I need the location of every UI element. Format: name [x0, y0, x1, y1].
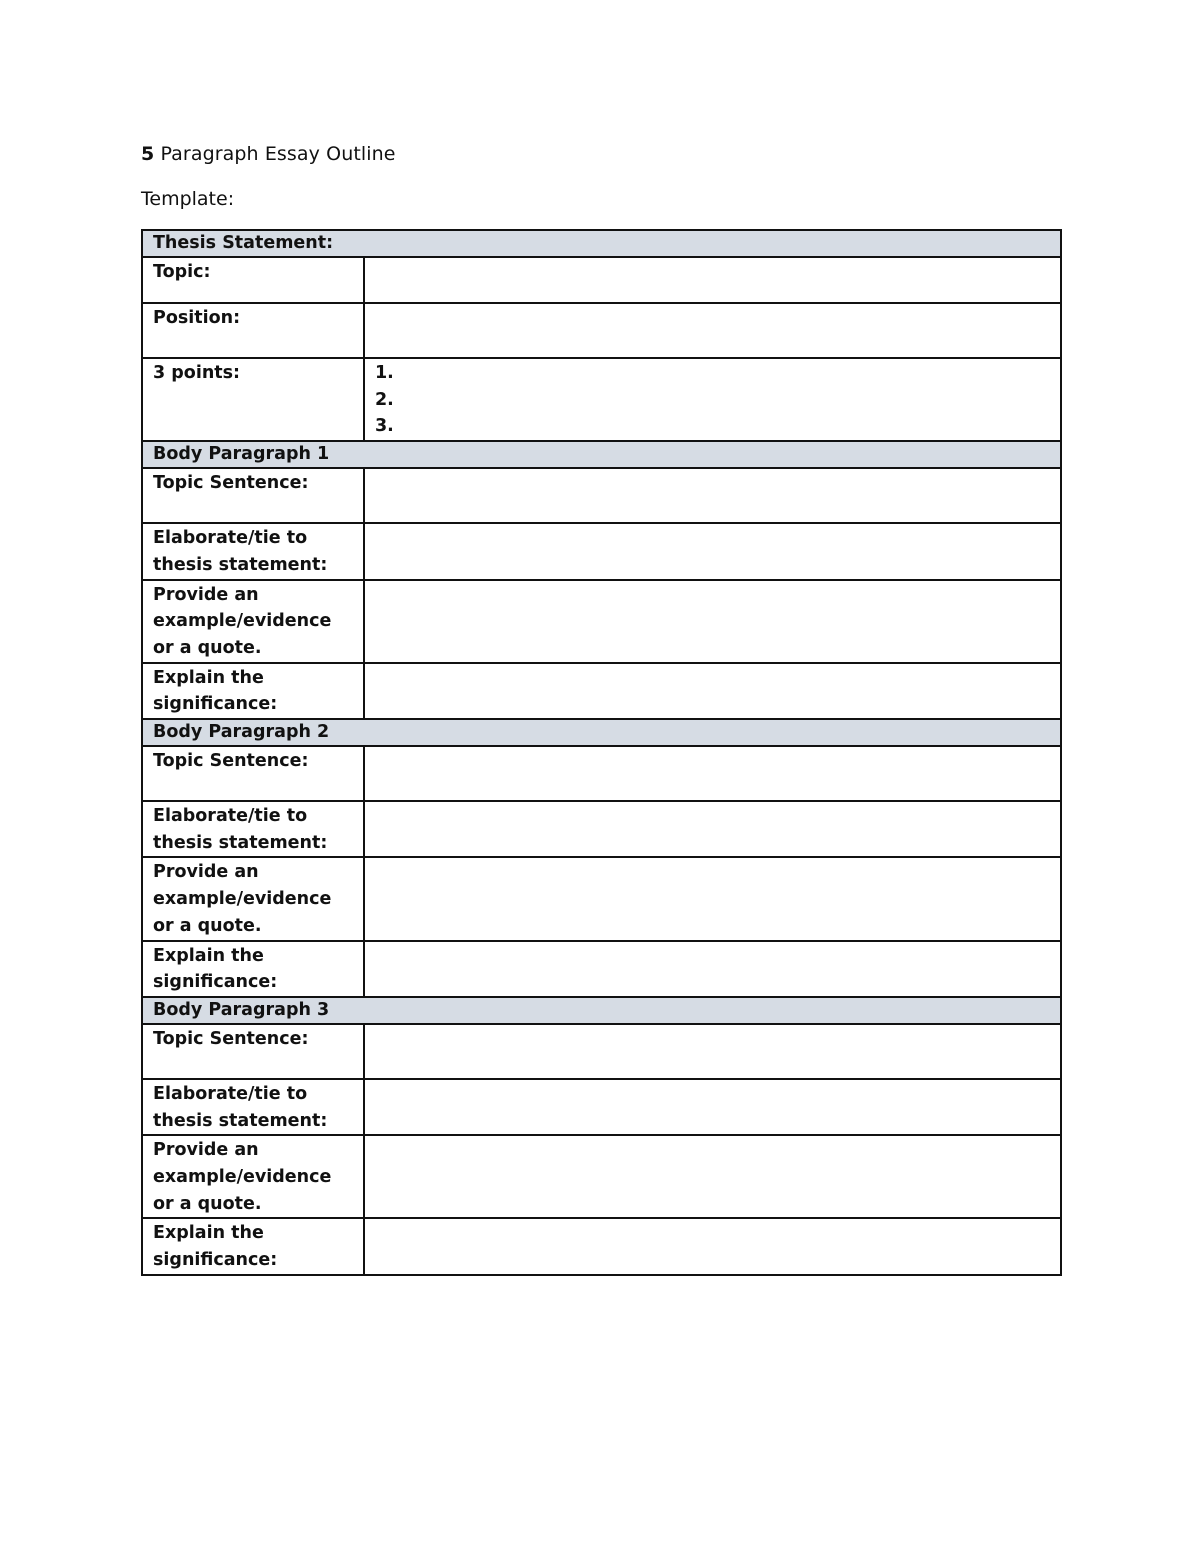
point-number-1: 1. [375, 363, 394, 383]
thesis-points-field[interactable] [364, 358, 1061, 441]
bp2-elaborate-row [142, 801, 1061, 857]
bp1-topic-sentence-field[interactable] [364, 468, 1061, 523]
title-number: 5 [141, 143, 155, 165]
bp2-significance-row [142, 941, 1061, 997]
bp2-evidence-field[interactable] [364, 857, 1061, 940]
thesis-position-row [142, 303, 1061, 358]
body-paragraph-3-header-row [142, 997, 1061, 1024]
body-paragraph-1-header-row [142, 441, 1061, 468]
thesis-position-field[interactable] [364, 303, 1061, 358]
thesis-section-header: Thesis Statement: [142, 230, 1061, 257]
point-number-3: 3. [375, 416, 394, 437]
bp3-elaborate-row [142, 1079, 1061, 1135]
bp1-evidence-field[interactable] [364, 580, 1061, 663]
page-title [141, 143, 396, 165]
bp2-topic-sentence-label: Topic Sentence: [142, 746, 364, 801]
title-text: Paragraph Essay Outline [154, 143, 396, 165]
template-label: Template: [141, 188, 235, 210]
bp1-significance-label: Explain the significance: [142, 663, 364, 719]
bp2-elaborate-field[interactable] [364, 801, 1061, 857]
essay-outline-table [141, 229, 1062, 1276]
bp2-significance-field[interactable] [364, 941, 1061, 997]
body-paragraph-3-header: Body Paragraph 3 [142, 997, 1061, 1024]
bp2-evidence-row [142, 857, 1061, 940]
bp3-evidence-field[interactable] [364, 1135, 1061, 1218]
bp2-evidence-label: Provide an example/evidence or a quote. [142, 857, 364, 940]
thesis-topic-field[interactable] [364, 257, 1061, 303]
bp1-topic-sentence-row [142, 468, 1061, 523]
bp1-significance-row [142, 663, 1061, 719]
bp2-elaborate-label: Elaborate/tie to thesis statement: [142, 801, 364, 857]
body-paragraph-2-header: Body Paragraph 2 [142, 719, 1061, 746]
bp1-elaborate-field[interactable] [364, 523, 1061, 579]
bp2-topic-sentence-field[interactable] [364, 746, 1061, 801]
bp2-significance-label: Explain the significance: [142, 941, 364, 997]
bp1-topic-sentence-label: Topic Sentence: [142, 468, 364, 523]
thesis-points-row [142, 358, 1061, 441]
bp3-topic-sentence-row [142, 1024, 1061, 1079]
bp3-topic-sentence-field[interactable] [364, 1024, 1061, 1079]
thesis-topic-row [142, 257, 1061, 303]
bp3-evidence-row [142, 1135, 1061, 1218]
bp3-significance-field[interactable] [364, 1218, 1061, 1274]
bp3-evidence-label: Provide an example/evidence or a quote. [142, 1135, 364, 1218]
bp1-evidence-row [142, 580, 1061, 663]
bp1-elaborate-row [142, 523, 1061, 579]
body-paragraph-2-header-row [142, 719, 1061, 746]
bp3-topic-sentence-label: Topic Sentence: [142, 1024, 364, 1079]
point-number-2: 2. [375, 389, 394, 410]
thesis-topic-label: Topic: [142, 257, 364, 303]
bp3-significance-label: Explain the significance: [142, 1218, 364, 1274]
bp1-evidence-label: Provide an example/evidence or a quote. [142, 580, 364, 663]
body-paragraph-1-header: Body Paragraph 1 [142, 441, 1061, 468]
bp3-elaborate-label: Elaborate/tie to thesis statement: [142, 1079, 364, 1135]
thesis-section-header-row [142, 230, 1061, 257]
bp1-elaborate-label: Elaborate/tie to thesis statement: [142, 523, 364, 579]
bp3-significance-row [142, 1218, 1061, 1274]
bp1-significance-field[interactable] [364, 663, 1061, 719]
bp2-topic-sentence-row [142, 746, 1061, 801]
thesis-points-label: 3 points: [142, 358, 364, 441]
thesis-position-label: Position: [142, 303, 364, 358]
bp3-elaborate-field[interactable] [364, 1079, 1061, 1135]
